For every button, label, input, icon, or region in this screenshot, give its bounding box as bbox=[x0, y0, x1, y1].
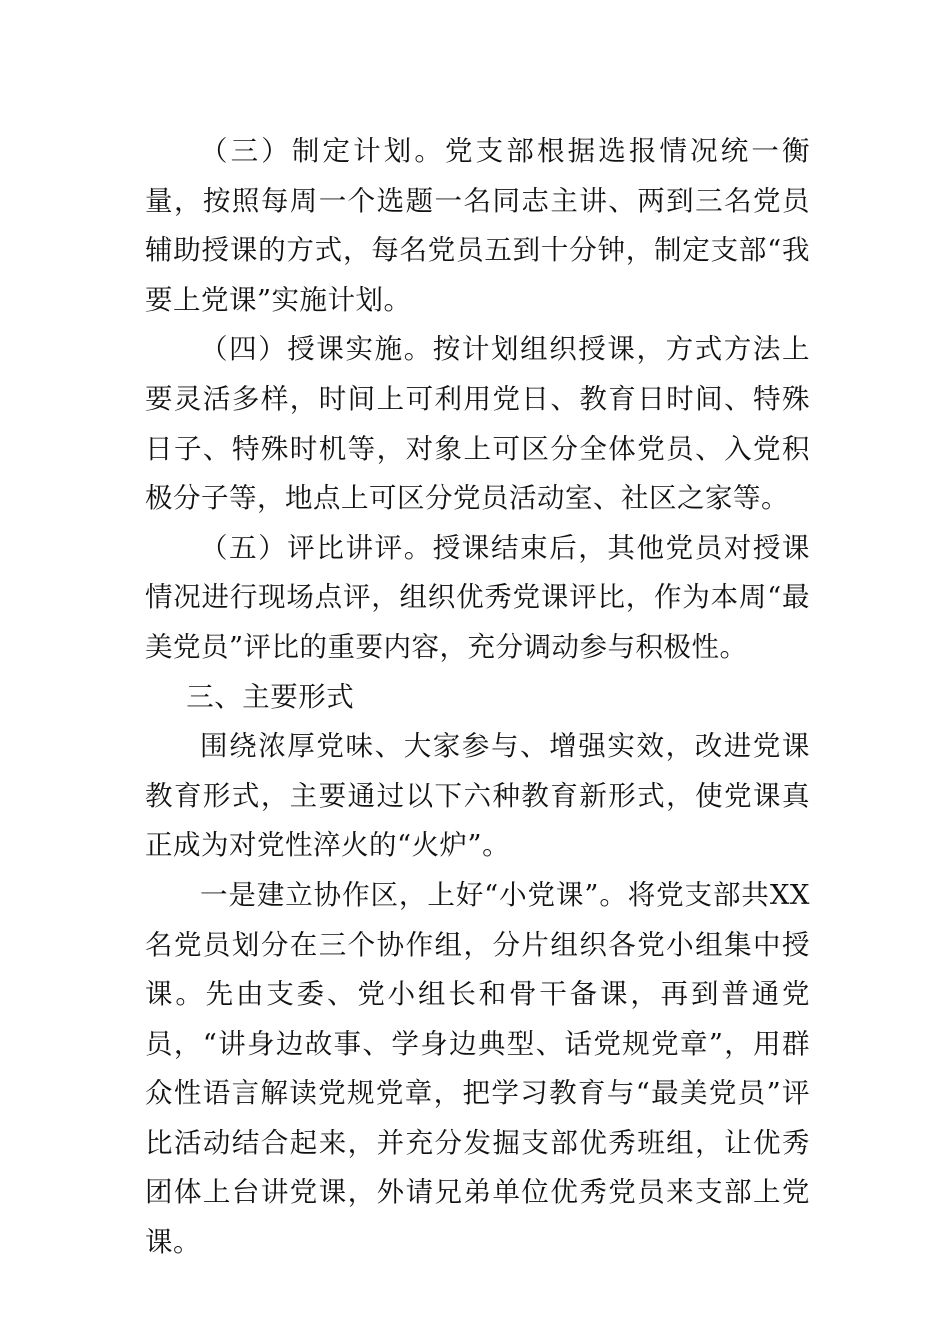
paragraph-forms-intro: 围绕浓厚党味、大家参与、增强实效，改进党课教育形式，主要通过以下六种教育新形式，使党课真正成为对党性淬火的“火炉”。 bbox=[145, 730, 810, 862]
paragraph-plan: （三）制定计划。党支部根据选报情况统一衡量，按照每周一个选题一名同志主讲、两到三名党员辅助授课的方式，每名党员五到十分钟，制定支部“我要上党课”实施计划。 bbox=[145, 135, 810, 316]
document-body bbox=[145, 127, 810, 1268]
paragraph-implementation: （四）授课实施。按计划组织授课，方式方法上要灵活多样，时间上可利用党日、教育日时间、特殊日子、特殊时机等，对象上可区分全体党员、入党积极分子等，地点上可区分党员活动室、社区之家等。 bbox=[145, 333, 810, 515]
paragraph-collaboration-zone: 一是建立协作区，上好“小党课”。将党支部共XX名党员划分在三个协作组，分片组织各党小组集中授课。先由支委、党小组长和骨干备课，再到普通党员，“讲身边故事、学身边典型、话党规党章”，用群众性语言解读党规党章，把学习教育与“最美党员”评比活动结合起来，并充分发掘支部优秀班组，让优秀团体上台讲党课，外请兄弟单位优秀党员来支部上党课。 bbox=[145, 878, 810, 1259]
paragraph-evaluation: （五）评比讲评。授课结束后，其他党员对授课情况进行现场点评，组织优秀党课评比，作为本周“最美党员”评比的重要内容，充分调动参与积极性。 bbox=[145, 531, 810, 663]
section-heading-main-forms: 三、主要形式 bbox=[186, 680, 355, 713]
